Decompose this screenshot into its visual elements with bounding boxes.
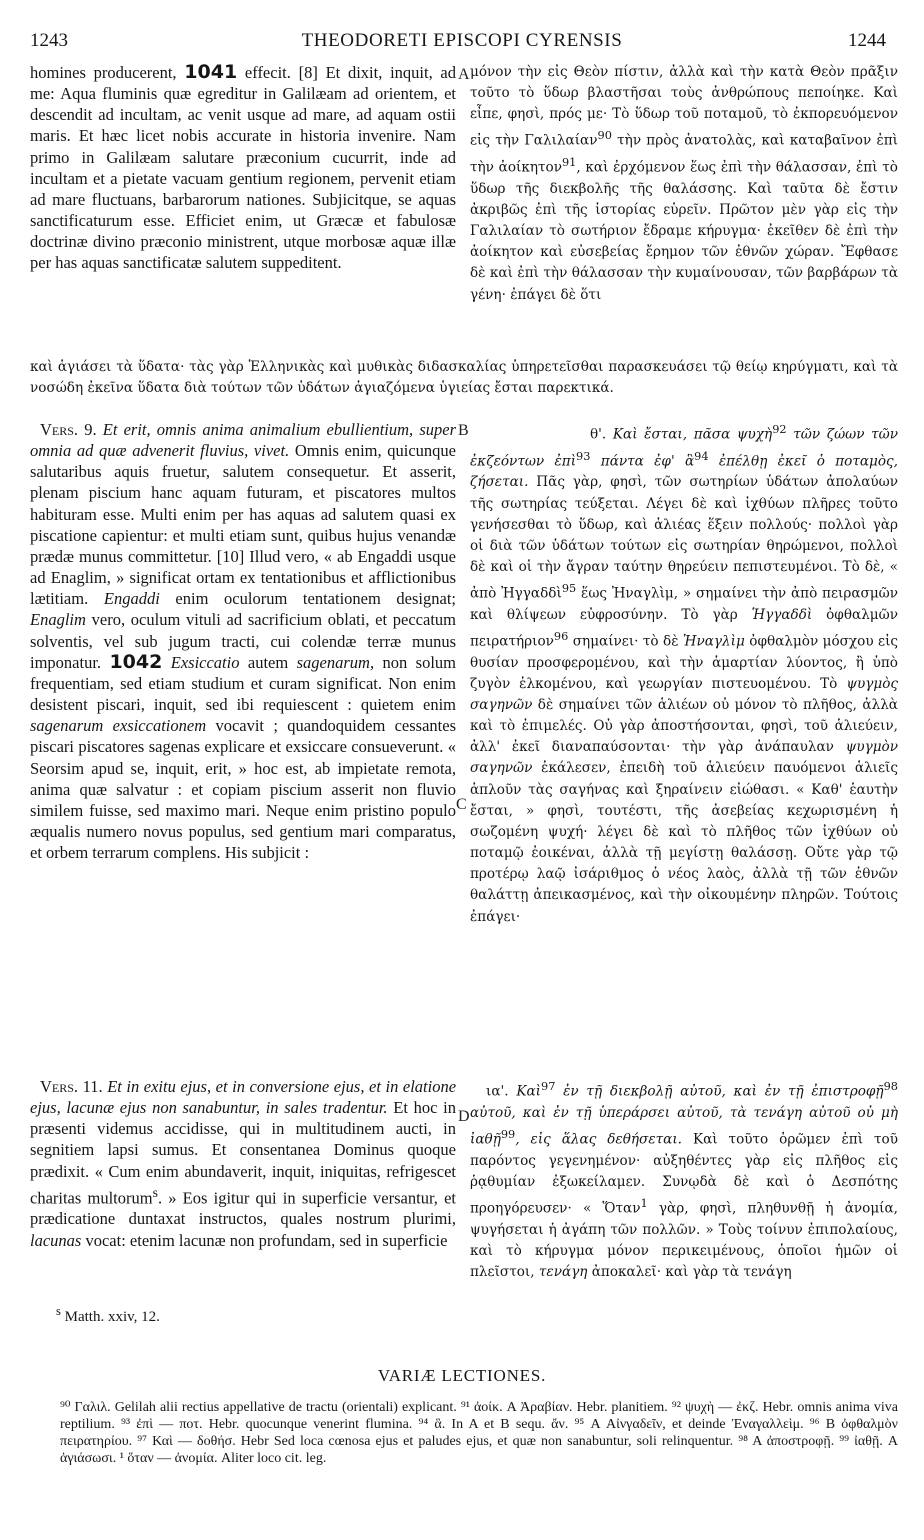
greek-text: καὶ ἁγιάσει τὰ ὕδατα· τὰς γὰρ Ἑλληνικὰς καὶ μυθικὰς διδασκαλίας ὑπηρετεῖσθαι παρασκευάσει τῷ θείῳ κηρύγματι, καὶ τὰ νοσώδη ἐκεῖνα ὕδατα διὰ τούτων τῶν ὑδάτων ἁγιαζόμενα ὑγιείας ἔσται παρεκτικά. — [30, 359, 898, 397]
greek-full-width-passage — [30, 357, 898, 399]
greek-column-block-3 — [470, 1076, 898, 1283]
latin-italic: Enaglim — [30, 610, 86, 630]
column-number: 1042 — [109, 650, 163, 673]
verse-text: Καὶ — [516, 1083, 541, 1100]
variae-lectiones-title: VARIÆ LECTIONES. — [377, 1366, 547, 1385]
verse-text: , εἰς ἅλας δεθήσεται. — [515, 1131, 682, 1148]
variae-lectiones — [60, 1399, 898, 1467]
section-mark-d: D — [458, 1108, 470, 1125]
greek-column-block-1 — [470, 62, 898, 306]
greek-text: γὰρ, φησὶ, πληθυνθῇ ἡ ἀνομία, ψυγήσεται ἡ ἀγάπη τῶν πολλῶν. » Τοὺς τοίνυν ἐπιπολαίους, καὶ τὸ κήρυγμα μόνον περικειμένους, ὁποῖοι ἡμῶν οἱ πλεῖστοι, — [470, 1200, 899, 1280]
verse-label: ια'. — [486, 1083, 509, 1100]
greek-text: μόνον τὴν εἰς Θεὸν πίστιν, ἀλλὰ καὶ τὴν κατὰ Θεὸν πρᾶξιν τοῦτο τὸ ὕδωρ βλαστῆσαι τοὺς ἀνθρώπους πεποίηκε. Καὶ εἶπε, φησὶ, πρός με· Τὸ ὕδωρ τοῦ ποταμοῦ, τὸ ἐκπορευόμενον εἰς τὴν Γαλιλαίαν — [470, 64, 898, 149]
verse-text: τῶν ζώων τῶν ἐκζεόντων ἐπὶ — [470, 426, 899, 470]
section-mark-c: C — [456, 796, 467, 813]
note-ref: 91 — [561, 155, 577, 170]
greek-text: , καὶ ἐρχόμενον ἕως ἐπὶ τὴν θάλασσαν, ἐπὶ τὸ ὕδωρ τῆς διεκβολῆς τῆς θαλάσσης. Καὶ ταῦτα δὲ ἔστιν ἀκριβῶς ἐπὶ τῆς ἱστορίας εὑρεῖν. Πρῶτον μὲν γὰρ εἰς τὴν Γαλιλαίαν τὸ σωτήριον ἔδραμε κήρυγμα· ἐκεῖθεν δὲ ἐπὶ τὴν ἀοίκητον καὶ εὐσεβείας ἔρημον τῶν ἐθνῶν χώραν. Ἔφθασε δὲ καὶ ἐπὶ τὴν θάλασσαν τὴν κυμαίνουσαν, τῶν βαρβάρων τὰ γένη· ἐπάγει δὲ ὅτι — [470, 159, 898, 303]
note-ref: 99 — [500, 1126, 516, 1141]
note-ref: 98 — [883, 1079, 898, 1093]
verse-text: πάντα ἐφ' ἃ — [600, 453, 695, 470]
note-ref: 95 — [561, 581, 577, 596]
note-ref: 90 — [597, 128, 612, 143]
verse-label: Vers. 9. — [40, 420, 97, 439]
latin-column-block-1 — [30, 62, 456, 274]
greek-text: ἀποκαλεῖ· καὶ γὰρ τὰ τενάγη — [591, 1263, 792, 1280]
right-page-number: 1244 — [848, 30, 886, 51]
greek-text: ὀφθαλμὸν μόσχου εἰς θυσίαν προσφερομένου, καὶ τὴν ἁμαρτίαν λύοντος, ἢ ὑπὸ ζυγὸν ἑλκομένου, καὶ γεωργίαν πιστευομένου. Τὸ — [470, 633, 899, 692]
verse-text: non sanabuntur, in sales tradentur. — [152, 1098, 388, 1118]
verse-text: Et erit, omnis anima animalium ebullientium, super omnia ad quæ advenerit fluvius, vivet. — [30, 420, 456, 461]
left-page-number: 1243 — [30, 30, 68, 51]
footnote-mark: s — [56, 1304, 61, 1318]
greek-text: ἕως Ἠναγλὶμ, » σημαίνει τὴν ἀπὸ πειρασμῶν καὶ θλίψεων εὐφροσύνην. Τὸ γὰρ — [470, 585, 898, 623]
latin-text: Et hoc in præsenti videmus accidisse, qui in multitudinem aucti, in segnitiem lapsi sumus. Et consentanea Dominus quoque prædixit. « Cum enim abundaverit, inquit, iniquitas, refrigescet charitas multorum — [30, 1098, 456, 1208]
latin-text: vocavit ; quandoquidem cessantes piscari piscatores sagenas explicare et exsiccare consueverunt. « Seorsim apud se, inquit, erit, » hoc est, ab impietate remota, anima quæ salvatur : et copiam piscium asserit non fluvio similem fuisse, sed maximo mari. Neque enim pristino populo æqualis numero novus populus, sed gentium mari comparatus, et orbem terrarum complens. His subjicit : — [30, 716, 457, 863]
latin-column-block-2 — [30, 419, 456, 863]
latin-italic: Engaddi — [103, 589, 160, 609]
latin-column-block-3 — [30, 1076, 456, 1251]
greek-italic: ψυγμὸν σαγηνῶν — [470, 739, 898, 777]
column-number: 1041 — [184, 61, 238, 83]
verse-label: Vers. 11. — [40, 1077, 103, 1096]
footnote-text: Matth. xxiv, 12. — [64, 1309, 160, 1325]
section-mark-b: B — [458, 422, 469, 439]
greek-text: τὴν πρὸς ἀνατολὰς, καὶ καταβαῖνον ἐπὶ τὴν ἀοίκητον — [470, 133, 899, 176]
footnote — [56, 1304, 160, 1326]
greek-text: ἐκάλεσεν, ἐπειδὴ τοῦ ἁλιεύειν παυόμενοι ἁλιεῖς ἁπλοῦν τὰς σαγήνας καὶ ξηραίνειν εἰώθασι. « Καθ' ἑαυτὴν ἔσται, » φησὶ, τουτέστι, τῆς ἀσεβείας κεχωρισμένη ἡ σωζομένη ψυχή· λέγει δὲ καὶ τὸ πλῆθος τῶν ἰχθύων οὐ ποταμῷ ἐοικέναι, ἀλλὰ τῇ μεγίστῃ θαλάσσῃ. Οὔτε γὰρ τῷ προτέρῳ λαῷ ἰσάριθμος ὁ νέος λαὸς, ἀλλὰ τῇ τῶν ἐθνῶν θαλάττῃ ἀπεικασμένος, καὶ τὴν οἰκουμένην πληρῶν. Τούτοις ἐπάγει· — [470, 760, 898, 925]
greek-italic: ψυγμὸς σαγηνῶν — [470, 675, 899, 713]
latin-text: effecit. [8] Et dixit, inquit, ad me: Aqua fluminis quæ egreditur in Galilæam ad orientem, et descendit ad incultam, ac venit usque ad mare, ad aquam ostii maris. Et hæc licet nobis accurate in historia invenire. Nam primo in Galilæam salutare præconium cucurrit, inde ad incultam et a pietate vacuam gentium regionem, pervenit etiam ad mare fluctuans, barbarorum nationes. Subjicitque, se aquas sanctificaturum esse. Efficiet enim, ut Græcæ et fabulosæ doctrinæ divino præconio ministrent, utque morbosæ aquæ illæ per has aquas sanctificatæ salutem suppeditent. — [30, 63, 457, 273]
latin-italic: Exsiccatio — [170, 652, 240, 672]
latin-text: Omnis enim, quicunque salutaribus aquis fruetur, salutem consequetur. Et asserit, plenam piscium hanc aquam futuram, et piscatores multos habituram esse. Multi enim per has aquas ad salutem quasi ex piscatione capientur: et multi etiam sunt, quibus hujus venandæ prædæ munus committetur. [10] Illud vero, « ab Engaddi usque ad Enaglim, » significat ortam ex tentationibus et afflictionibus lætitiam. — [30, 441, 457, 609]
greek-italic: Ἠναγλὶμ — [682, 633, 745, 650]
note-ref: 93 — [576, 448, 591, 463]
note-ref: 94 — [694, 448, 709, 463]
verse-text: Et in exitu ejus, et in conversione ejus, et in elatione ejus, lacunæ ejus — [30, 1077, 457, 1118]
note-ref: 97 — [540, 1079, 556, 1093]
note-ref: 1 — [640, 1195, 648, 1210]
latin-italic: sagenarum, — [296, 652, 375, 672]
section-mark-a: A — [458, 66, 470, 83]
latin-text: enim oculorum tentationem designat; — [175, 589, 457, 609]
verse-text: Καὶ ἔσται, πᾶσα ψυχὴ — [612, 426, 773, 443]
latin-text: non solum frequentiam, sed etiam studium et curam significat. Non enim desistent piscari, inquit, sed ibi requiescent : quietem enim — [30, 652, 456, 715]
verse-label: θ'. — [590, 426, 607, 443]
note-ref: s — [152, 1184, 158, 1200]
greek-column-block-2 — [470, 419, 898, 928]
latin-text: homines producerent, — [30, 63, 177, 82]
greek-italic: Ἡγγαδδὶ — [751, 606, 813, 623]
latin-text: autem — [247, 652, 289, 672]
verse-text: ἐπέλθῃ ἐκεῖ ὁ ποταμὸς, ζήσεται. — [470, 453, 898, 491]
note-ref: 96 — [553, 629, 569, 643]
greek-italic: τενάγη — [538, 1263, 588, 1280]
latin-italic: sagenarum exsiccationem — [30, 716, 207, 736]
latin-text: vero, oculum vituli ad sacrificium oblati, et peccatum solventis, vel sub jugum tracti, cui colendæ terræ munus imponatur. — [30, 610, 457, 672]
latin-italic: lacunas — [30, 1230, 82, 1250]
greek-text: ὀφθαλμῶν πειρατήριον — [470, 606, 898, 650]
latin-text: vocat: etenim lacunæ non profundam, sed in superficie — [85, 1230, 448, 1250]
greek-text: Πᾶς γὰρ, φησὶ, τῶν σωτηρίων ὑδάτων ἀπολαύων τῆς σωτηρίας τεύξεται. Λέγει δὲ καὶ ἰχθύων πλῆρες τοῦτο γενήσεσθαι τὸ ὕδωρ, καὶ ἁλιέας ἕξειν πολλούς· πολλοὶ γὰρ οἱ διὰ τῶν ὑδάτων τούτων εἰς σωτηρίαν θηρώμενοι, πολλοὶ δὲ καὶ οἱ τὴν ἄγραν ταύτην θηρεύειν πεπιστευμένοι. Τὸ δὲ, « ἀπὸ Ἠγγαδδὶ — [470, 474, 898, 602]
latin-text: . » Eos igitur qui in superficie versantur, et prædicatione duntaxat instructos, quales nostrum plurimi, — [30, 1188, 456, 1229]
greek-text: Καὶ τοῦτο ὁρῶμεν ἐπὶ τοῦ παρόντος γεγενημένον· αὐξηθέντες γὰρ εἰς πλῆθος εἰς ῥᾳθυμίαν ἐξωκείλαμεν. Συνῳδὰ δὲ καὶ ὁ Δεσπότης προηγόρευσεν· « Ὅταν — [470, 1131, 898, 1217]
greek-text: δὲ σημαίνει τῶν ἁλιέων οὐ μόνον τὸ πλῆθος, ἀλλὰ καὶ τὸ ἐπιμελές. Οὐ γὰρ ἀποστήσονται, φησὶ, τοῦ ἁλιεύειν, ἀλλ' ἐκεῖ διαναπαύσονται· τὴν γὰρ ἀνάπαυλαν — [470, 697, 898, 756]
verse-text: αὐτοῦ, καὶ ἐν τῇ ὑπεράρσει αὐτοῦ, τὰ τενάγη αὐτοῦ οὐ μὴ ἰαθῇ — [470, 1104, 898, 1148]
note-ref: 92 — [772, 422, 787, 436]
greek-text: σημαίνει· τὸ δὲ — [572, 633, 679, 650]
verse-text: ἐν τῇ διεκβολῇ αὐτοῦ, καὶ ἐν τῇ ἐπιστροφῇ — [563, 1083, 884, 1100]
variae-lectiones-text: ⁹⁰ Γαλιλ. Gelilah alii rectius appellative de tractu (orientali) explicant. ⁹¹ ἀοίκ. A Ἀραβίαν. Hebr. planitiem. ⁹² ψυχὴ — ἐκζ. Hebr. omnis anima viva reptilium. ⁹³ ἐπὶ — ποτ. Hebr. quocunque venerint flumina. ⁹⁴ ἃ. In A et B sequ. ἄν. ⁹⁵ A Αἰνγαδεῖν, et deinde Ἐναγαλλεὶμ. ⁹⁶ B ὀφθαλμὸν πειρατηρίου. ⁹⁷ Καὶ — δοθήσ. Hebr Sed loca cœnosa ejus et paludes ejus, et quæ non sanabuntur, soli relinquentur. ⁹⁸ A ἀποστροφῇ. ⁹⁹ ἰαθῇ. A ἁγιάσωσι. ¹ ὅταν — ἀνομία. Aliter loco cit. leg. — [60, 1400, 898, 1466]
running-title: THEODORETI EPISCOPI CYRENSIS — [301, 30, 623, 51]
